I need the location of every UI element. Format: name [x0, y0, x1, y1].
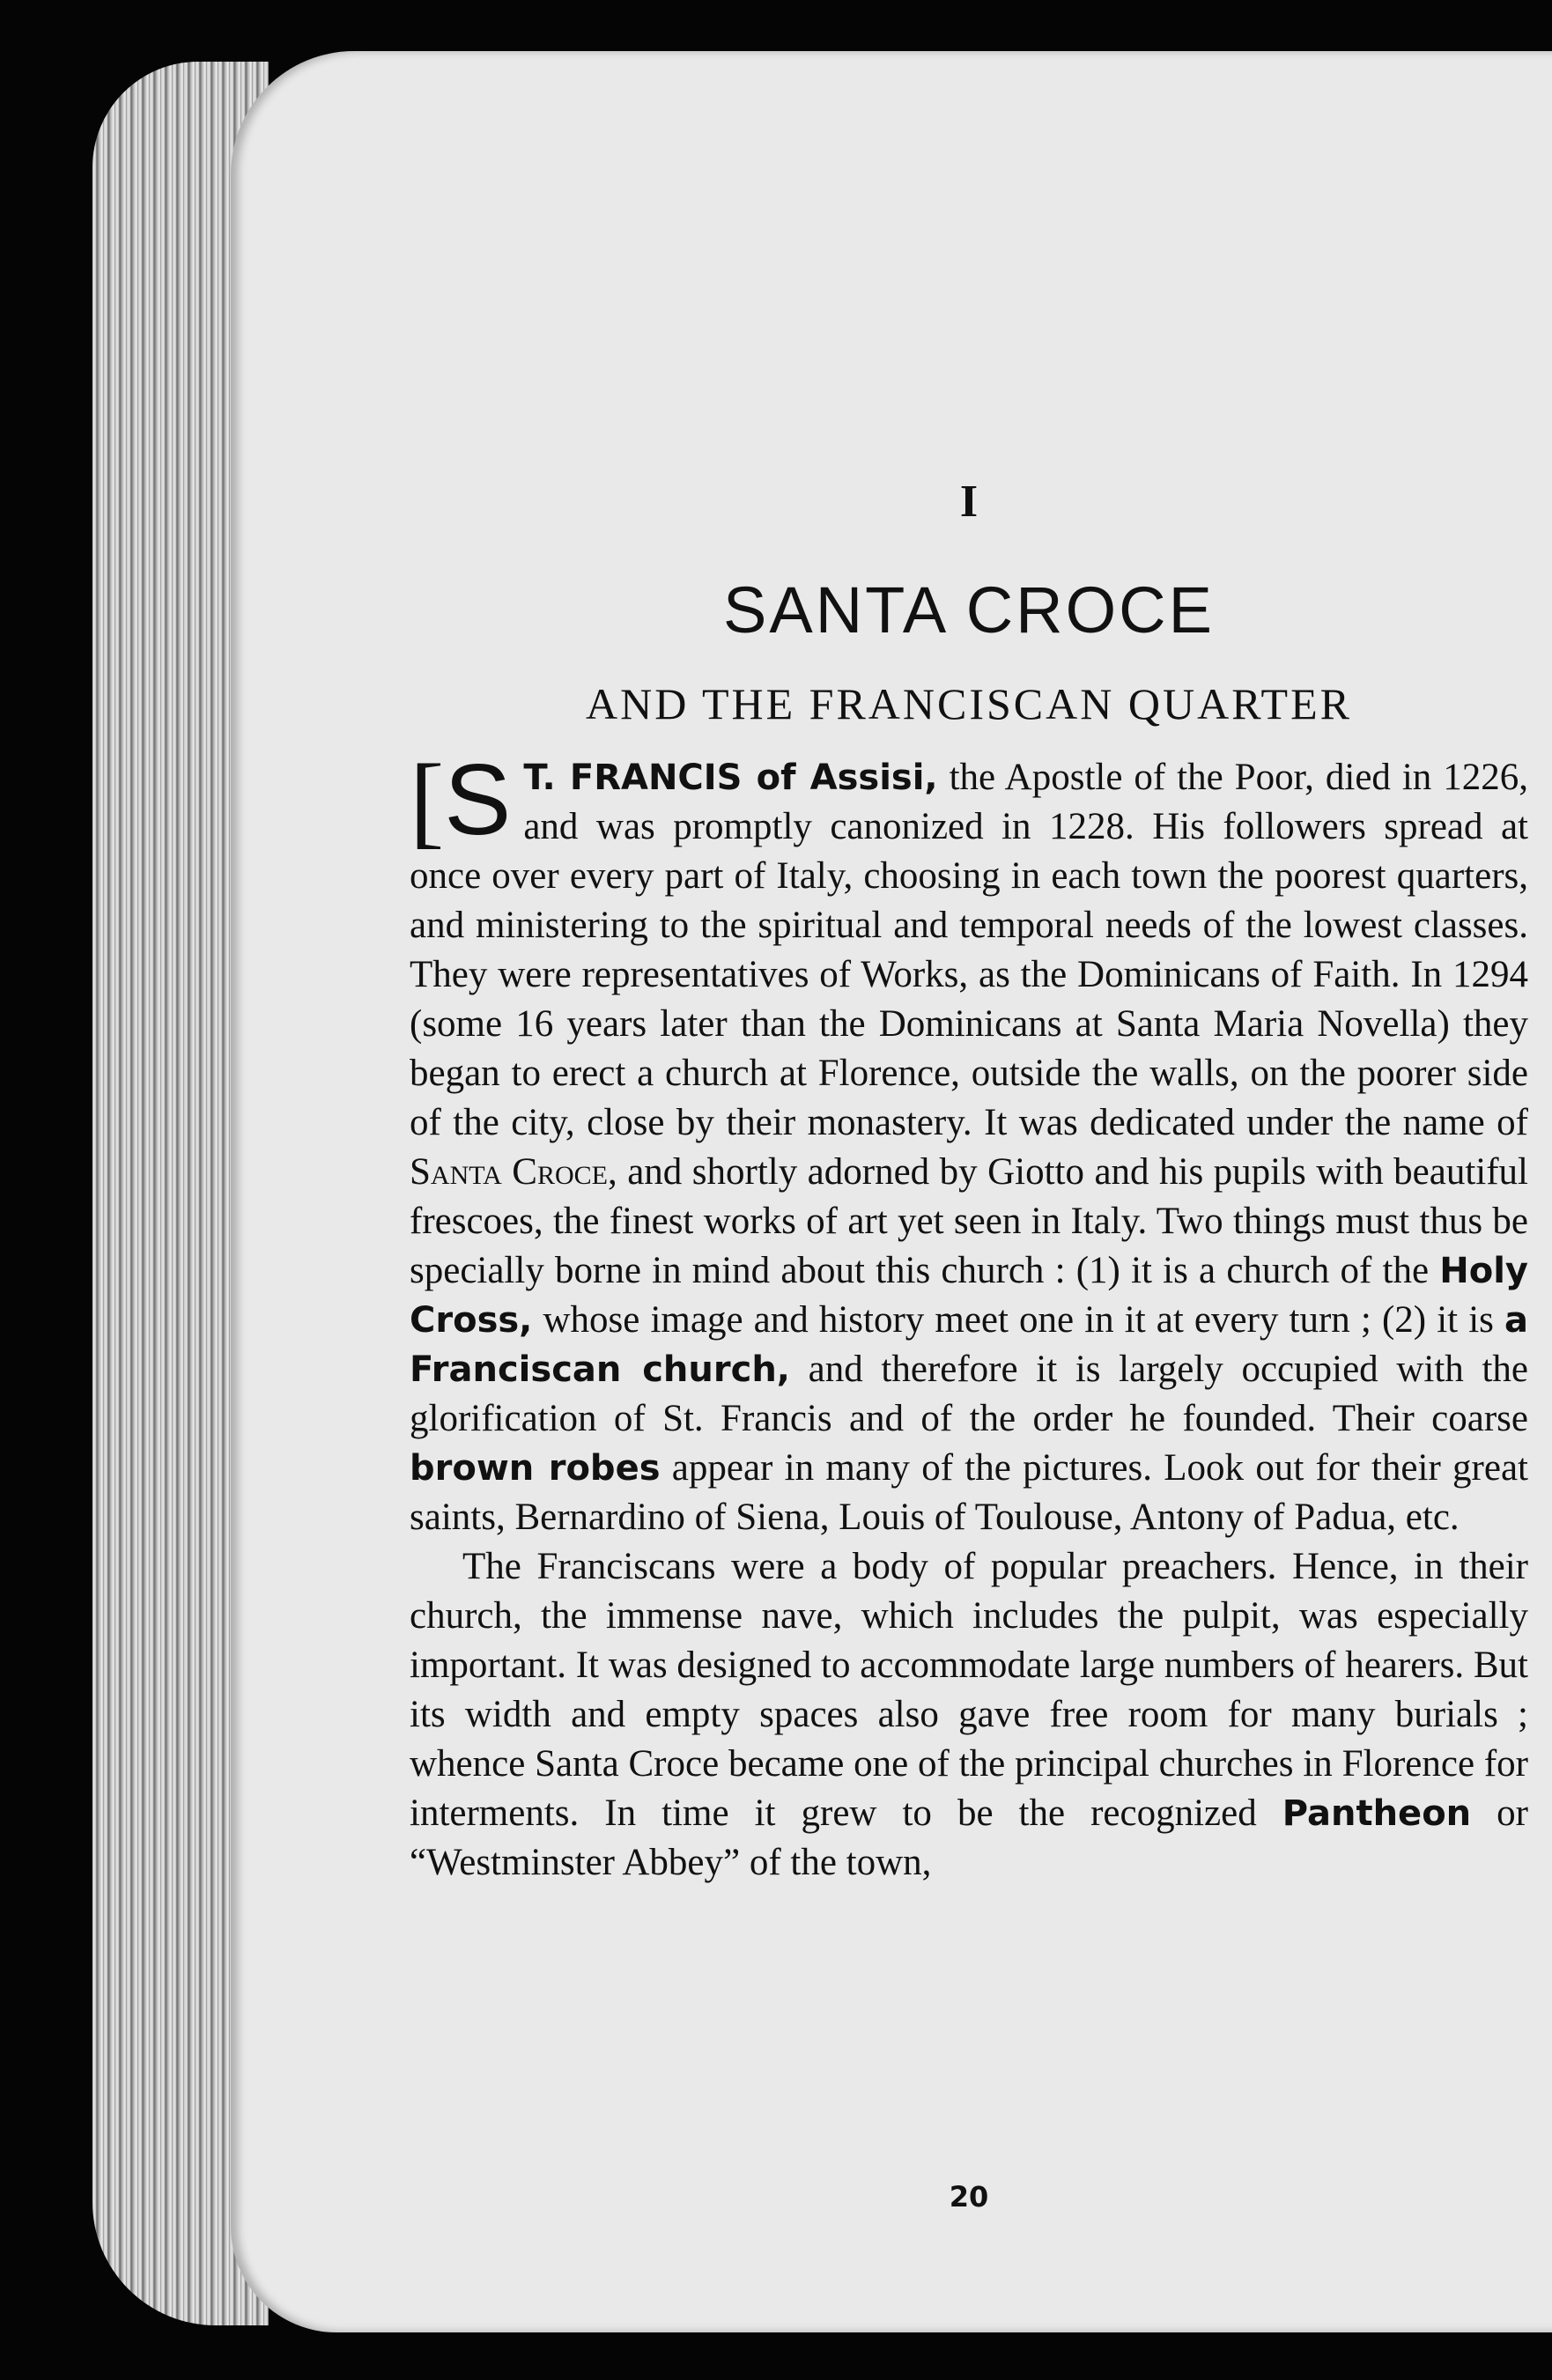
emphasis-franciscan-church: a Franciscan church, — [410, 1300, 1528, 1390]
lead-in-bold: T. FRANCIS of Assisi, — [523, 758, 938, 798]
page-number: 20 — [949, 2180, 989, 2214]
text-run: or “Westminster Abbey” of the town, — [410, 1792, 1528, 1883]
text-run: The Franciscans were a body of popular preachers. Hence, in their church, the immense nave, which includes the pulpit, was especially important. It was designed to accommodate large numbers of hearers. But its width and empty spaces also gave free room for many burials ; whence Santa Croce became one of the principal churches in Florence for interments. In time it grew to be the recognized — [410, 1546, 1528, 1834]
emphasis-brown-robes: brown robes — [410, 1448, 661, 1489]
church-name-small-caps: Santa Croce — [410, 1151, 608, 1193]
paragraph-2 — [410, 1542, 1528, 1888]
text-run: and therefore it is largely occupied with the glorification of St. Francis and of the order he founded. Their coarse — [410, 1349, 1528, 1439]
drop-cap-letter: S — [444, 744, 512, 856]
paragraph-1 — [410, 743, 1528, 1542]
text-run: appear in many of the pictures. Look out for their great saints, Bernardino of Siena, Louis of Toulouse, Antony of Padua, etc. — [410, 1447, 1528, 1538]
text-run: , and shortly adorned by Giotto and his pupils with beautiful frescoes, the finest works of art yet seen in Italy. Two things must thus be specially borne in mind about this church : (1) it is a church of the — [410, 1151, 1528, 1291]
chapter-number: I — [959, 477, 979, 527]
emphasis-pantheon: Pantheon — [1282, 1793, 1472, 1834]
drop-cap-bracket: [ — [410, 743, 445, 858]
body-text — [410, 743, 1528, 1888]
chapter-subtitle: AND THE FRANCISCAN QUARTER — [586, 679, 1352, 728]
chapter-title: SANTA CROCE — [723, 573, 1215, 647]
emphasis-holy-cross: Holy Cross, — [410, 1251, 1528, 1341]
text-run: whose image and history meet one in it at every turn ; (2) it is — [532, 1299, 1504, 1341]
text-run: the Apostle of the Poor, died in 1226, and was promptly canonized in 1228. His followers spread at once over every part of Italy, choosing in each town the poorest quarters, and ministering to the spiritual and temporal needs of the lowest classes. They were representatives of Works, as the Dominicans of Faith. In 1294 (some 16 years later than the Dominicans at Santa Maria Novella) they began to erect a church at Florence, outside the walls, on the poorer side of the city, close by their monastery. It was dedicated under the name of — [410, 757, 1528, 1143]
drop-cap — [410, 743, 512, 858]
